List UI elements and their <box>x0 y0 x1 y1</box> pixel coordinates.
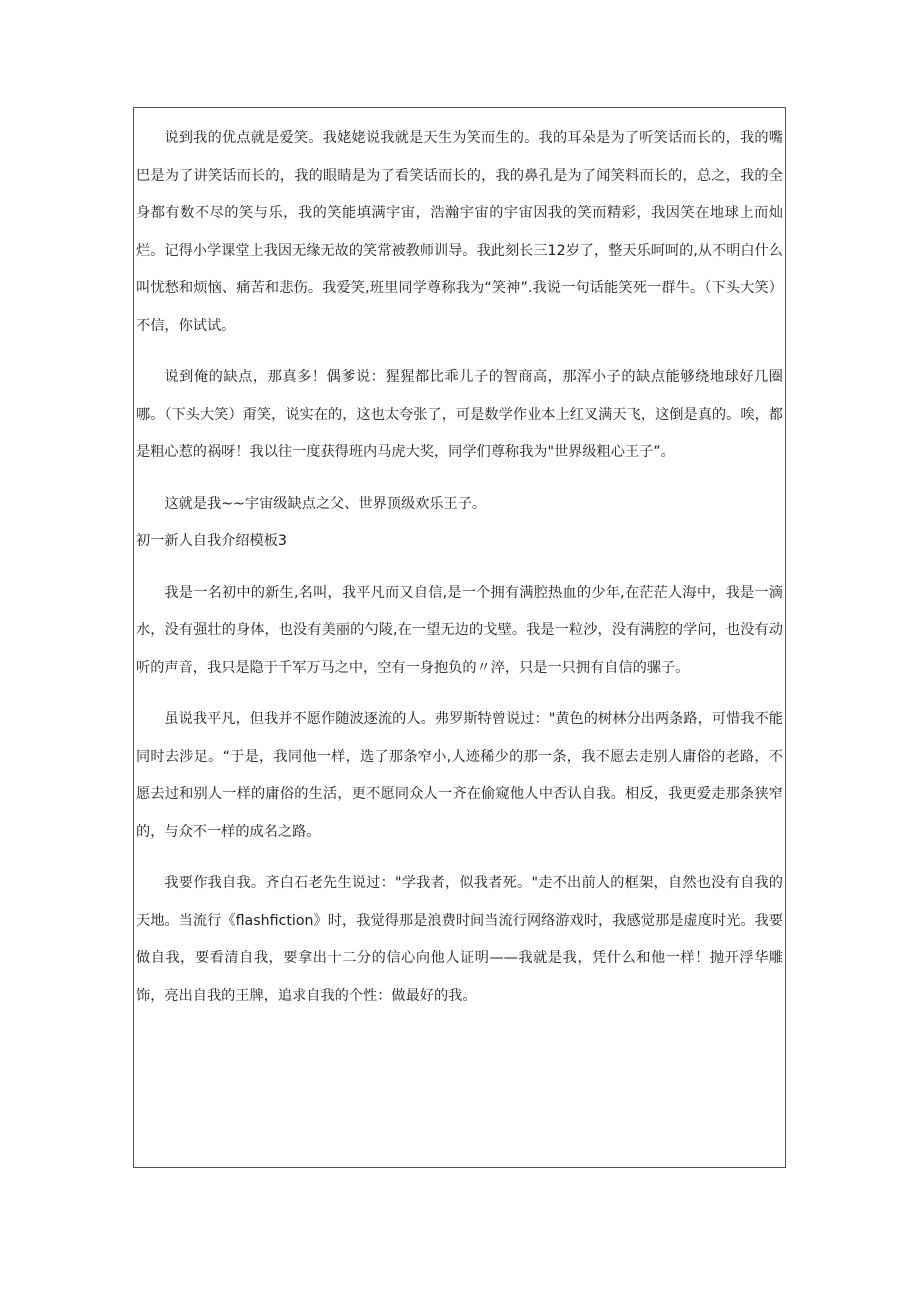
document-body <box>134 120 785 1015</box>
paragraph-be-myself: 我要作我自我。齐白石老先生说过："学我者，似我者死。"走不出前人的框架，自然也没有自我的天地。当流行《flashfiction》时，我觉得那是浪费时间当流行网络游戏时，我感觉那是虚度时光。我要做自我，要看清自我，要拿出十二分的信心向他人证明——我就是我，凭什么和他一样！抛开浮华雕饰，亮出自我的王牌，追求自我的个性：做最好的我。 <box>136 875 783 1004</box>
paragraph-gap <box>136 472 783 486</box>
paragraph-gap <box>136 345 783 359</box>
page-frame <box>133 107 786 1168</box>
paragraph-summary: 这就是我~~宇宙级缺点之父、世界顶级欢乐王子。 <box>164 495 487 512</box>
paragraph-strengths: 说到我的优点就是爱笑。我姥姥说我就是天生为笑而生的。我的耳朵是为了听笑话而长的，我的嘴巴是为了讲笑话而长的，我的眼睛是为了看笑话而长的，我的鼻孔是为了闻笑料而长的，总之，我的全身都有数不尽的笑与乐，我的笑能填满宇宙，浩瀚宇宙的宇宙因我的笑而精彩，我因笑在地球上而灿烂。记得小学课堂上我因无缘无故的笑常被教师训导。我此刻长三12岁了，整天乐呵呵的,从不明白什么叫忧愁和烦恼、痛苦和悲伤。我爱笑,班里同学尊称我为“笑神”.我说一句话能笑死一群牛。（下头大笑）不信，你试试。 <box>136 130 783 334</box>
paragraph-gap <box>136 851 783 865</box>
paragraph-frost-quote: 虽说我平凡，但我并不愿作随波逐流的人。弗罗斯特曾说过："黄色的树林分出两条路，可惜我不能同时去涉足。“于是，我同他一样，选了那条窄小,人迹稀少的那一条，我不愿去走别人庸俗的老路，不愿去过和别人一样的庸俗的生活，更不愿同众人一齐在偷窥他人中否认自我。相反，我更爱走那条狭窄的，与众不一样的成名之路。 <box>136 711 783 840</box>
paragraph-weaknesses: 说到俺的缺点，那真多！偶爹说：猩猩都比乖儿子的智商高，那浑小子的缺点能够绕地球好几圈哪。（下头大笑）甭笑，说实在的，这也太夸张了，可是数学作业本上红叉满天飞，这倒是真的。唉，都是粗心惹的祸呀！我以往一度获得班内马虎大奖，同学们尊称我为"世界级粗心王子”。 <box>136 369 783 460</box>
paragraph-gap <box>136 561 783 575</box>
paragraph-gap <box>136 687 783 701</box>
section-heading: 初一新人自我介绍模板3 <box>136 533 287 549</box>
paragraph-self-intro: 我是一名初中的新生,名叫，我平凡而又自信,是一个拥有满腔热血的少年,在茫茫人海中，我是一滴水，没有强壮的身体，也没有美丽的勺陵,在一望无边的戈壁。我是一粒沙，没有满腔的学问，也没有动听的声音，我只是隐于千军万马之中，空有一身抱负的〃淬，只是一只拥有自信的骡子。 <box>136 584 783 676</box>
